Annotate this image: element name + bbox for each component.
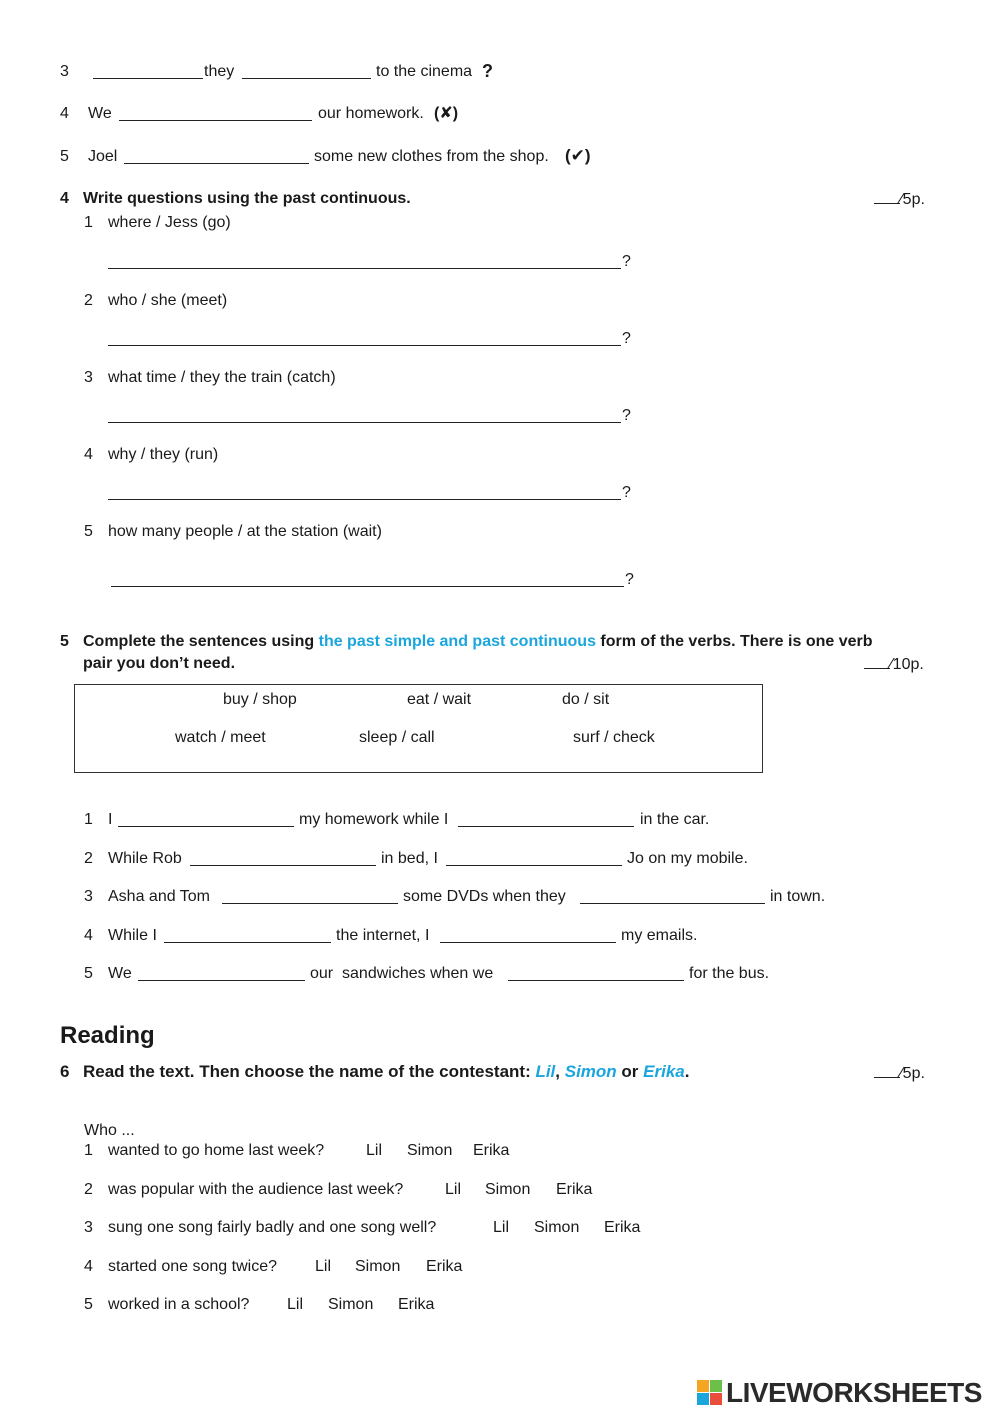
item-number: 3 xyxy=(84,369,93,386)
item-text: they xyxy=(204,63,235,80)
option-lil[interactable]: Lil xyxy=(445,1181,462,1198)
item-text: Joel xyxy=(88,148,118,165)
answer-blank[interactable] xyxy=(440,942,616,943)
item-prompt: how many people / at the station (wait) xyxy=(108,523,382,540)
question-mark: ? xyxy=(625,571,634,588)
score-field xyxy=(874,189,925,210)
answer-blank[interactable] xyxy=(508,980,684,981)
item-text: Asha and Tom xyxy=(108,888,210,905)
item-text: to the cinema xyxy=(376,63,473,80)
exercise-instruction: Complete the sentences using the past simple and past continuous form of the verbs. There is one verb xyxy=(83,633,873,650)
item-number: 5 xyxy=(60,148,69,165)
option-erika[interactable]: Erika xyxy=(398,1296,435,1313)
item-number: 5 xyxy=(84,965,93,982)
item-number: 4 xyxy=(84,446,93,463)
item-text: Jo on my mobile. xyxy=(627,850,748,867)
exercise-number: 5 xyxy=(60,633,69,650)
answer-blank[interactable] xyxy=(458,826,634,827)
answer-line[interactable] xyxy=(108,499,621,500)
item-prompt: who / she (meet) xyxy=(108,292,228,309)
item-number: 3 xyxy=(84,1219,93,1236)
answer-line[interactable] xyxy=(108,422,621,423)
word-pair: eat / wait xyxy=(407,691,472,708)
item-number: 3 xyxy=(60,63,69,80)
item-question: started one song twice? xyxy=(108,1258,277,1275)
item-text: While I xyxy=(108,927,157,944)
section-heading: Reading xyxy=(60,1022,155,1049)
word-pair: sleep / call xyxy=(359,729,435,746)
score-slash: ⁄ xyxy=(900,191,903,208)
item-text: the internet, I xyxy=(336,927,430,944)
answer-blank[interactable] xyxy=(93,78,203,79)
option-simon[interactable]: Simon xyxy=(328,1296,374,1313)
answer-blank[interactable] xyxy=(242,78,371,79)
item-text: my emails. xyxy=(621,927,698,944)
logo-text: LIVEWORKSHEETS xyxy=(726,1377,982,1408)
item-number: 1 xyxy=(84,1142,93,1159)
name-erika: Erika xyxy=(643,1062,685,1081)
question-mark: ? xyxy=(622,407,631,424)
item-text: our homework. xyxy=(318,105,424,122)
option-erika[interactable]: Erika xyxy=(556,1181,593,1198)
item-question: sung one song fairly badly and one song well? xyxy=(108,1219,437,1236)
option-simon[interactable]: Simon xyxy=(407,1142,453,1159)
item-question: worked in a school? xyxy=(108,1296,250,1313)
question-mark: ? xyxy=(622,330,631,347)
word-pair: buy / shop xyxy=(223,691,297,708)
answer-line[interactable] xyxy=(111,586,624,587)
answer-line[interactable] xyxy=(108,268,621,269)
item-text: in bed, I xyxy=(381,850,438,867)
item-prompt: where / Jess (go) xyxy=(108,214,231,231)
item-text: We xyxy=(88,105,112,122)
item-text: I xyxy=(108,811,113,828)
answer-blank[interactable] xyxy=(222,903,398,904)
answer-blank[interactable] xyxy=(190,865,376,866)
item-text: some DVDs when they xyxy=(403,888,566,905)
option-lil[interactable]: Lil xyxy=(366,1142,383,1159)
question-mark: ? xyxy=(622,484,631,501)
answer-blank[interactable] xyxy=(446,865,622,866)
option-lil[interactable]: Lil xyxy=(287,1296,304,1313)
item-number: 4 xyxy=(84,927,93,944)
answer-blank[interactable] xyxy=(580,903,765,904)
item-text: for the bus. xyxy=(689,965,770,982)
score-total: 5p. xyxy=(902,191,925,208)
score-slash: ⁄ xyxy=(890,656,893,673)
logo-badge-icon xyxy=(697,1380,723,1410)
option-simon[interactable]: Simon xyxy=(534,1219,580,1236)
word-pair: do / sit xyxy=(562,691,610,708)
exercise-instruction: Write questions using the past continuous. xyxy=(83,190,411,207)
name-simon: Simon xyxy=(564,1062,617,1081)
option-erika[interactable]: Erika xyxy=(604,1219,641,1236)
item-number: 4 xyxy=(60,105,69,122)
item-question: was popular with the audience last week? xyxy=(108,1181,404,1198)
answer-blank[interactable] xyxy=(118,826,294,827)
word-pair: surf / check xyxy=(573,729,655,746)
answer-blank[interactable] xyxy=(164,942,331,943)
item-number: 3 xyxy=(84,888,93,905)
score-field xyxy=(864,654,924,675)
item-number: 1 xyxy=(84,214,93,231)
name-lil: Lil xyxy=(535,1062,556,1081)
score-field xyxy=(874,1063,925,1084)
score-slash: ⁄ xyxy=(900,1065,903,1082)
item-number: 5 xyxy=(84,523,93,540)
question-mark: ? xyxy=(622,253,631,270)
score-total: 10p. xyxy=(892,656,924,673)
answer-blank[interactable] xyxy=(119,120,312,121)
item-number: 2 xyxy=(84,292,93,309)
exercise-number: 4 xyxy=(60,190,69,207)
check-icon: (✔) xyxy=(565,146,591,165)
item-number: 5 xyxy=(84,1296,93,1313)
item-number: 2 xyxy=(84,850,93,867)
option-erika[interactable]: Erika xyxy=(473,1142,510,1159)
word-pair: watch / meet xyxy=(175,729,266,746)
item-text: my homework while I xyxy=(299,811,449,828)
option-simon[interactable]: Simon xyxy=(485,1181,531,1198)
item-question: wanted to go home last week? xyxy=(108,1142,325,1159)
item-text: in town. xyxy=(770,888,826,905)
item-text: some new clothes from the shop. xyxy=(314,148,549,165)
option-simon[interactable]: Simon xyxy=(355,1258,401,1275)
item-text: in the car. xyxy=(640,811,710,828)
exercise-instruction: Read the text. Then choose the name of the contestant: Lil, Simon or Erika. xyxy=(83,1062,690,1081)
score-total: 5p. xyxy=(902,1065,925,1082)
item-number: 2 xyxy=(84,1181,93,1198)
exercise-instruction-line2: pair you don’t need. xyxy=(83,655,236,672)
item-text: We xyxy=(108,965,132,982)
option-lil[interactable]: Lil xyxy=(493,1219,510,1236)
item-number: 1 xyxy=(84,811,93,828)
option-erika[interactable]: Erika xyxy=(426,1258,463,1275)
who-label: Who ... xyxy=(84,1122,135,1139)
answer-blank[interactable] xyxy=(124,163,309,164)
item-prompt: why / they (run) xyxy=(108,446,219,463)
item-text: our sandwiches when we xyxy=(310,965,494,982)
instruction-highlight: the past simple and past continuous xyxy=(318,633,596,650)
question-mark: ? xyxy=(482,61,493,81)
exercise-number: 6 xyxy=(60,1062,70,1081)
item-prompt: what time / they the train (catch) xyxy=(108,369,336,386)
answer-line[interactable] xyxy=(108,345,621,346)
option-lil[interactable]: Lil xyxy=(315,1258,332,1275)
item-number: 4 xyxy=(84,1258,93,1275)
cross-icon: (✘) xyxy=(434,105,459,122)
answer-blank[interactable] xyxy=(138,980,305,981)
item-text: While Rob xyxy=(108,850,182,867)
